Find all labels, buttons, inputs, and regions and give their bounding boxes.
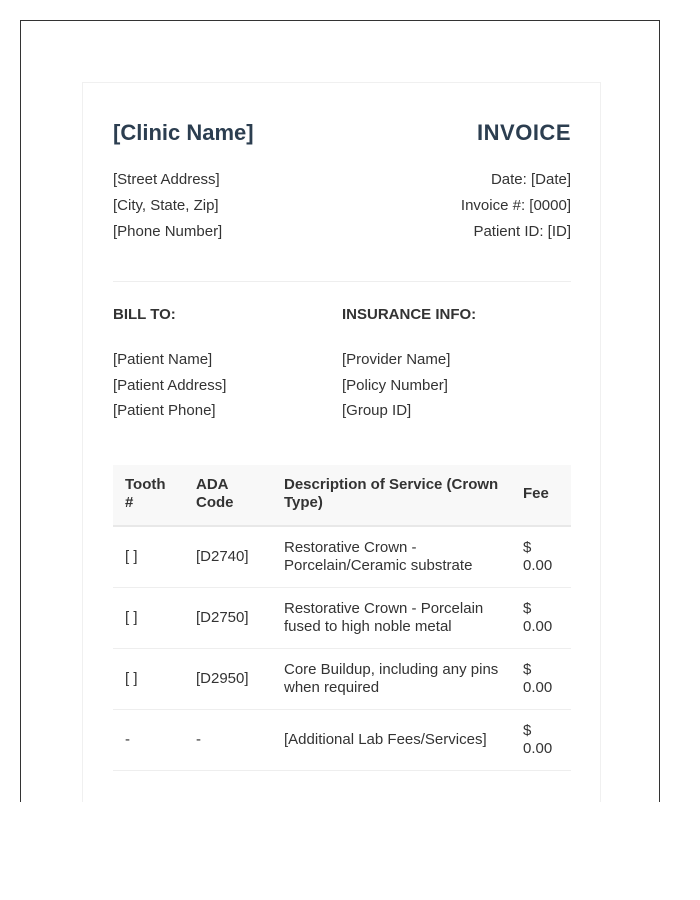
cell-fee: $ 0.00 — [511, 587, 571, 648]
clinic-street: [Street Address] — [113, 171, 220, 188]
cell-ada-code: [D2740] — [184, 526, 272, 588]
provider-name: [Provider Name] — [342, 351, 451, 368]
cell-description: Restorative Crown - Porcelain fused to high noble metal — [272, 587, 511, 648]
table-row — [113, 587, 571, 648]
bill-to-heading: BILL TO: — [113, 306, 176, 323]
cell-tooth: [ ] — [113, 526, 184, 588]
clinic-name: [Clinic Name] — [113, 120, 254, 145]
invoice-content — [113, 119, 571, 771]
cell-description: Restorative Crown - Porcelain/Ceramic substrate — [272, 526, 511, 588]
cell-ada-code: - — [184, 709, 272, 770]
cell-fee: $ 0.00 — [511, 648, 571, 709]
header-description: Description of Service (Crown Type) — [272, 465, 511, 526]
billing-section — [113, 306, 571, 424]
patient-id: Patient ID: [ID] — [473, 223, 571, 240]
insurance-block — [342, 306, 571, 424]
patient-address: [Patient Address] — [113, 376, 227, 394]
clinic-phone: [Phone Number] — [113, 223, 223, 240]
cell-description: [Additional Lab Fees/Services] — [272, 709, 511, 770]
cell-description: Core Buildup, including any pins when required — [272, 648, 511, 709]
invoice-date: Date: [Date] — [490, 171, 571, 188]
cell-fee: $ 0.00 — [511, 526, 571, 588]
invoice-meta — [461, 167, 571, 245]
group-id: [Group ID] — [342, 402, 412, 419]
insurance-heading: INSURANCE INFO: — [342, 306, 477, 323]
clinic-city: [City, State, Zip] — [113, 197, 219, 214]
table-header-row — [113, 465, 571, 526]
header-ada-code: ADA Code — [184, 465, 272, 526]
header-divider — [113, 281, 571, 282]
invoice-title: INVOICE — [477, 120, 571, 145]
bill-to-block — [113, 306, 342, 424]
header-tooth: Tooth # — [113, 465, 184, 526]
invoice-document — [82, 82, 601, 802]
table-row — [113, 709, 571, 770]
cell-tooth: [ ] — [113, 648, 184, 709]
header-fee: Fee — [511, 465, 571, 526]
clinic-address — [113, 167, 222, 245]
cell-ada-code: [D2950] — [184, 648, 272, 709]
cell-fee: $ 0.00 — [511, 709, 571, 770]
cell-tooth: [ ] — [113, 587, 184, 648]
services-table — [113, 465, 571, 771]
cell-ada-code: [D2750] — [184, 587, 272, 648]
patient-name: [Patient Name] — [113, 351, 213, 368]
invoice-header — [113, 119, 571, 147]
page-frame — [20, 20, 660, 802]
table-row — [113, 648, 571, 709]
table-row — [113, 526, 571, 588]
invoice-number: Invoice #: [0000] — [460, 197, 571, 214]
address-meta-row — [113, 167, 571, 245]
patient-phone: [Patient Phone] — [113, 402, 216, 419]
cell-tooth: - — [113, 709, 184, 770]
policy-number: [Policy Number] — [342, 376, 448, 394]
